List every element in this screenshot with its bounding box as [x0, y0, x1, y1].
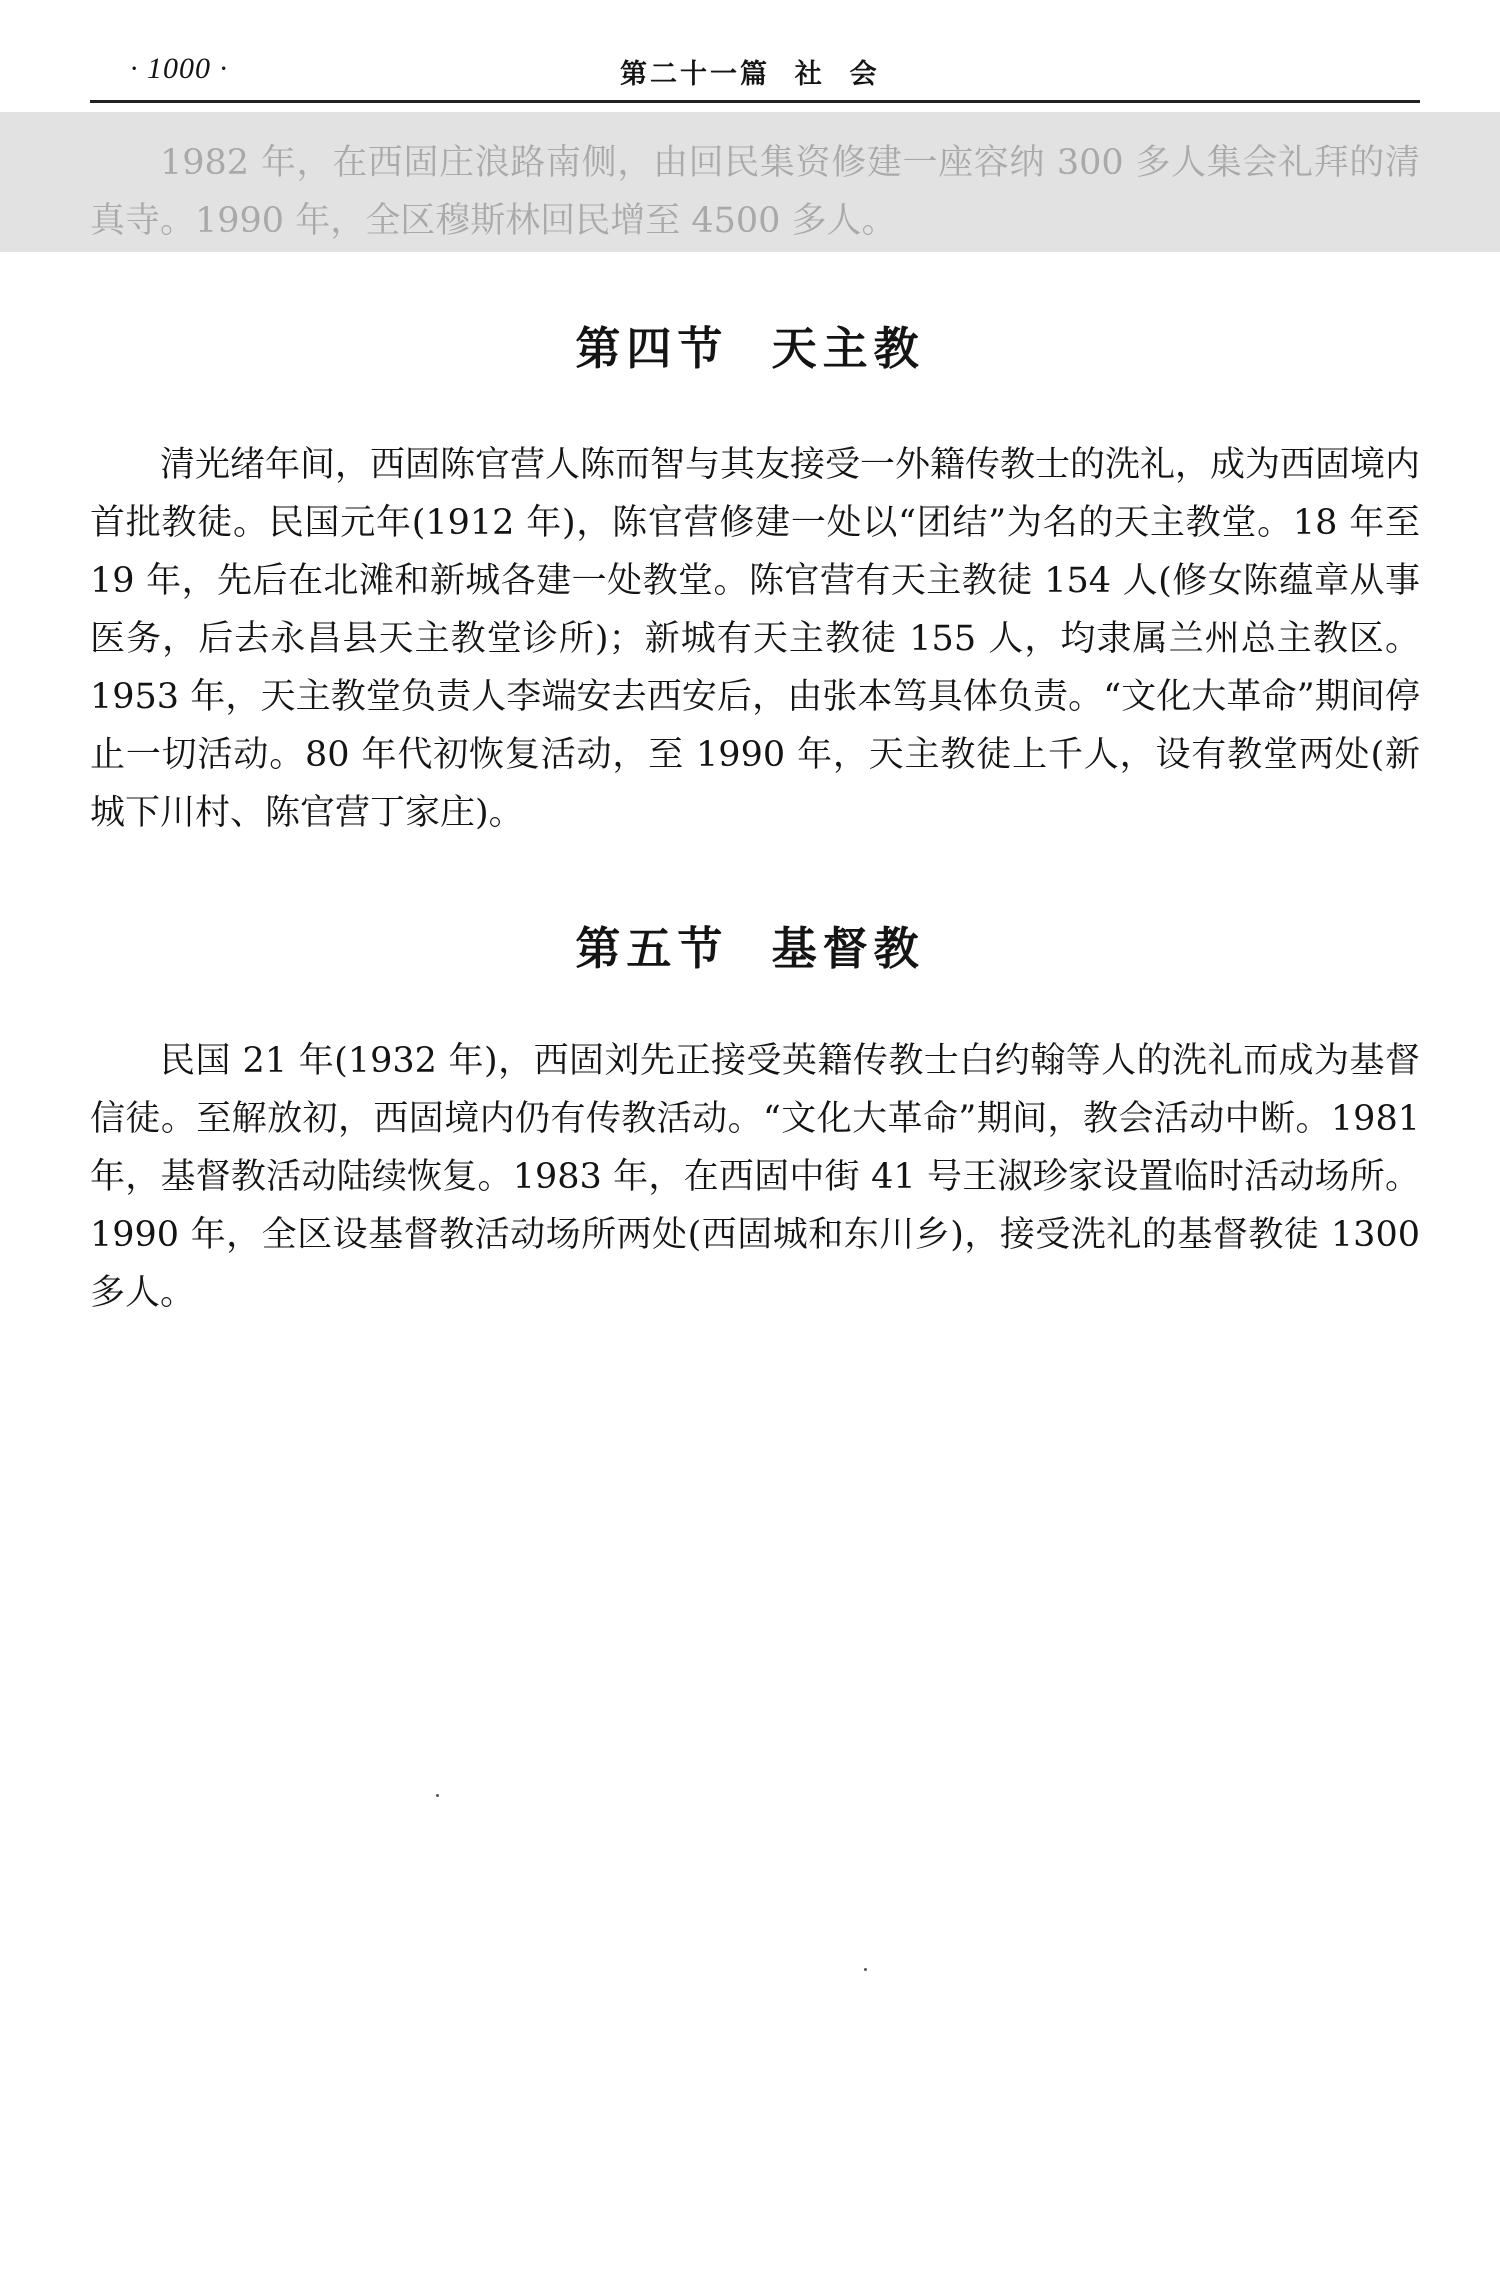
section-body-christianity: 民国 21 年(1932 年)，西固刘先正接受英籍传教士白约翰等人的洗礼而成为基督信徒。至解放初，西固境内仍有传教活动。“文化大革命”期间，教会活动中断。1981 年，基督教活动陆续恢复。1983 年，在西固中街 41 号王淑珍家设置临时活动场所。1990 年，全区设基督教活动场所两处(西固城和东川乡)，接受洗礼的基督教徒 1300 多人。	[90, 1041, 1420, 1313]
section-heading-christianity: 第五节 基督教	[575, 922, 925, 975]
chapter-title: 第二十一篇 社 会	[620, 59, 880, 90]
intro-paragraph: 1982 年，在西固庄浪路南侧，由回民集资修建一座容纳 300 多人集会礼拜的清真寺。1990 年，全区穆斯林回民增至 4500 多人。	[90, 143, 1420, 241]
header-divider	[90, 100, 1420, 103]
page-number: · 1000 ·	[130, 52, 228, 85]
section-body-catholicism: 清光绪年间，西固陈官营人陈而智与其友接受一外籍传教士的洗礼，成为西固境内首批教徒。民国元年(1912 年)，陈官营修建一处以“团结”为名的天主教堂。18 年至 19 年，先后在北滩和新城各建一处教堂。陈官营有天主教徒 154 人(修女陈蕴章从事医务，后去永昌县天主教堂诊所)；新城有天主教徒 155 人，均隶属兰州总主教区。1953 年，天主教堂负责人李端安去西安后，由张本笃具体负责。“文化大革命”期间停止一切活动。80 年代初恢复活动，至 1990 年，天主教徒上千人，设有教堂两处(新城下川村、陈官营丁家庄)。	[90, 445, 1421, 833]
scan-speck	[436, 1794, 439, 1797]
scan-speck	[864, 1968, 867, 1971]
page-header	[90, 48, 1420, 96]
section-heading-catholicism: 第四节 天主教	[575, 322, 925, 375]
